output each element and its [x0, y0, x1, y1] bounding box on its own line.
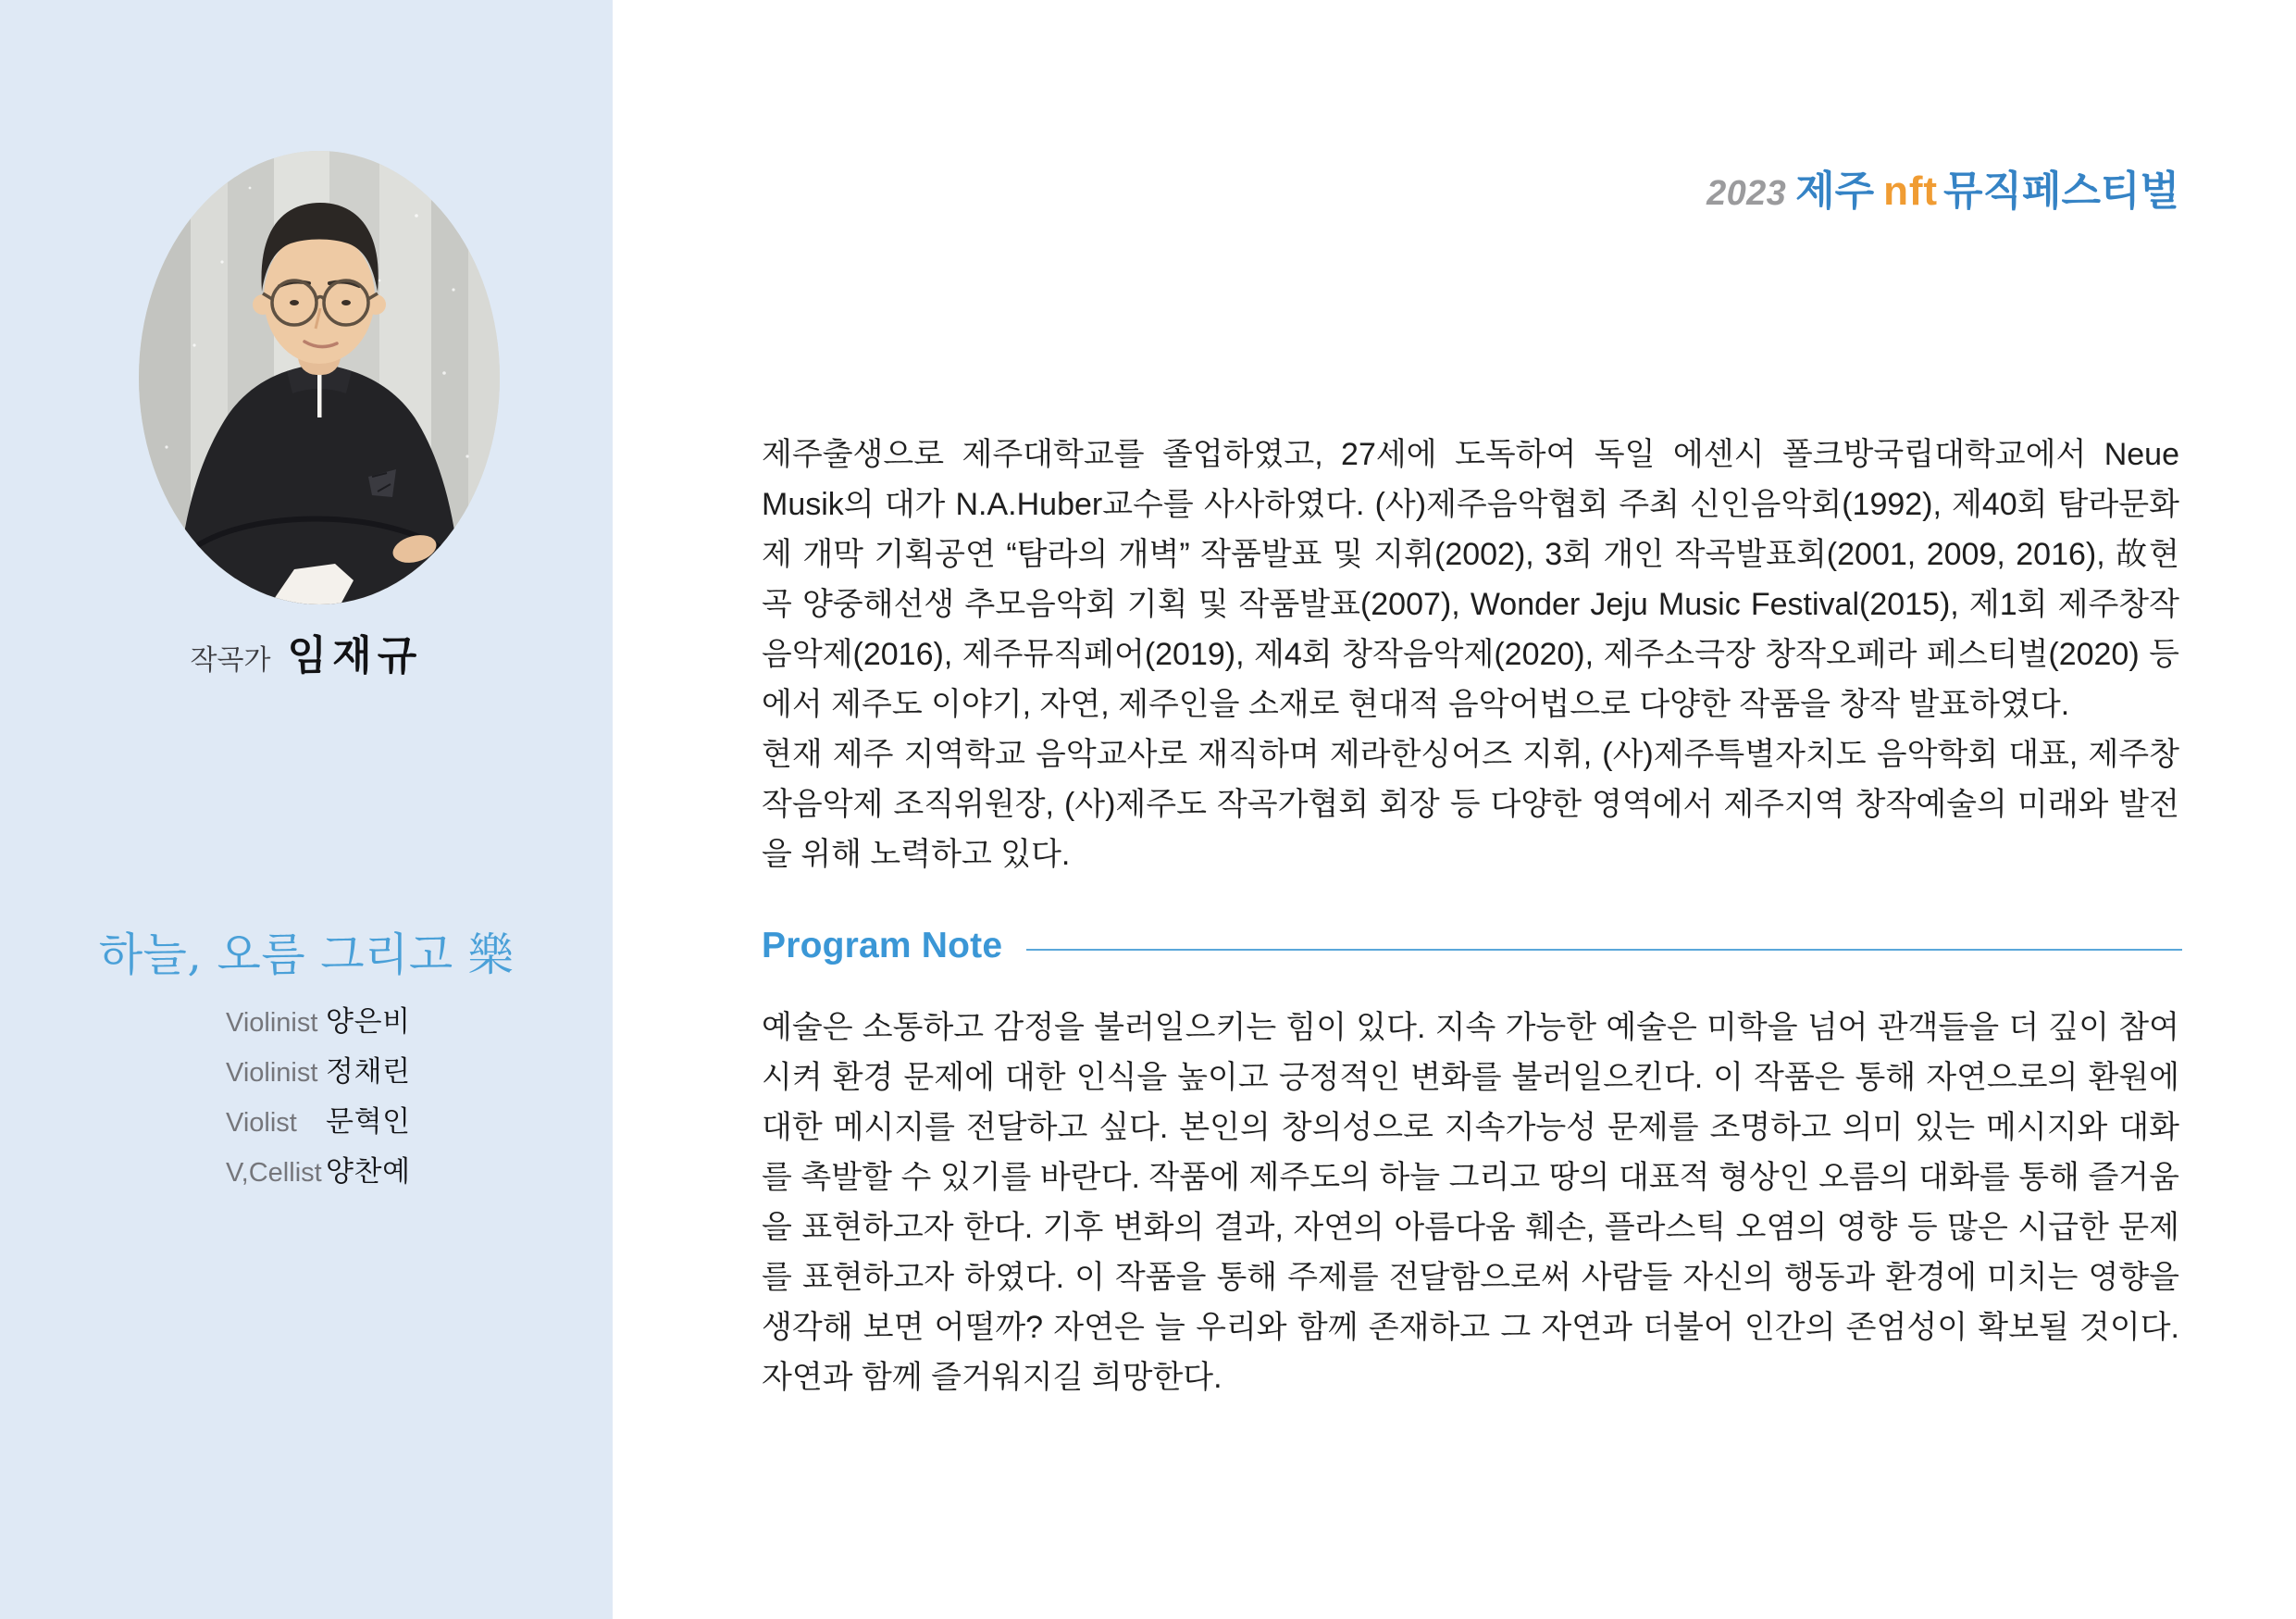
program-note-heading: Program Note [762, 926, 1003, 965]
performer-name: 양찬예 [326, 1155, 411, 1188]
program-note-divider [1026, 949, 2182, 951]
biography-paragraph-2: 현재 제주 지역학교 음악교사로 재직하며 제라한싱어즈 지휘, (사)제주특별자치도 음악학회 대표, 제주창작음악제 조직위원장, (사)제주도 작곡가협회 회장 등 다양한 영역에서 제주지역 창작예술의 미래와 발전을 위해 노력하고 있다. [762, 737, 2179, 872]
biography-paragraph-1: 제주출생으로 제주대학교를 졸업하였고, 27세에 도독하여 독일 에센시 폴크방국립대학교에서 Neue Musik의 대가 N.A.Huber교수를 사사하였다. (사)제주음악협회 주최 신인음악회(1992), 제40회 탐라문화제 개막 기획공연 “탐라의 개벽” 작품발표 및 지휘(2002), 3회 개인 작곡발표회(2001, 2009, 2016), 故현곡 양중해선생 추모음악회 기획 및 작품발표(2007), Wonder Jeju Music Festival(2015), 제1회 제주창작음악제(2016), 제주뮤직페어(2019), 제4회 창작음악제(2020), 제주소극장 창작오페라 페스티벌(2020) 등에서 제주도 이야기, 자연, 제주인을 소재로 현대적 음악어법으로 다양한 작품을 창작 발표하였다. [762, 437, 2179, 722]
composer-name: 임재규 [287, 633, 423, 679]
performer-role: Violist [226, 1108, 297, 1138]
festival-logo [1706, 157, 2179, 217]
performer-row [226, 1148, 411, 1198]
composer-role-label: 작곡가 [190, 645, 271, 676]
program-note-paragraph: 예술은 소통하고 감정을 불러일으키는 힘이 있다. 지속 가능한 예술은 미학을 넘어 관객들을 더 깊이 참여시켜 환경 문제에 대한 인식을 높이고 긍정적인 변화를 불러일으킨다. 이 작품은 통해 자연으로의 환원에 대한 메시지를 전달하고 싶다. 본인의 창의성으로 지속가능성 문제를 조명하고 의미 있는 메시지와 대화를 촉발할 수 있기를 바란다. 작품에 제주도의 하늘 그리고 땅의 대표적 형상인 오름의 대화를 통해 즐거움을 표현하고자 한다. 기후 변화의 결과, 자연의 아름다움 훼손, 플라스틱 오염의 영향 등 많은 시급한 문제를 표현하고자 하였다. 이 작품을 통해 주제를 전달함으로써 사람들 자신의 행동과 환경에 미치는 영향을 생각해 보면 어떨까? 자연은 늘 우리와 함께 존재하고 그 자연과 더불어 인간의 존엄성이 확보될 것이다. 자연과 함께 즐거워지길 희망한다. [762, 1010, 2179, 1395]
piece-title: 하늘, 오름 그리고 樂 [98, 928, 515, 981]
performer-role: Violinist [226, 1008, 318, 1038]
performer-role: V,Cellist [226, 1158, 322, 1188]
logo-nft: nft [1883, 168, 1938, 214]
performer-row [226, 1048, 411, 1098]
logo-festival: 뮤직페스티벌 [1942, 168, 2179, 214]
performer-name: 양은비 [326, 1005, 411, 1038]
performer-role: Violinist [226, 1058, 318, 1088]
logo-jeju: 제주 [1795, 168, 1875, 214]
performer-row [226, 1098, 411, 1148]
program-note-header [762, 926, 2182, 966]
performer-name: 정채린 [326, 1055, 411, 1088]
composer-biography [762, 430, 2179, 879]
performer-row [226, 998, 411, 1048]
logo-year: 2023 [1706, 174, 1787, 213]
sidebar-panel [0, 0, 613, 1619]
performer-list [226, 998, 411, 1198]
composer-portrait [139, 151, 500, 604]
program-note-body [762, 1003, 2179, 1402]
composer-caption [0, 622, 613, 681]
performer-name: 문혁인 [326, 1105, 411, 1138]
